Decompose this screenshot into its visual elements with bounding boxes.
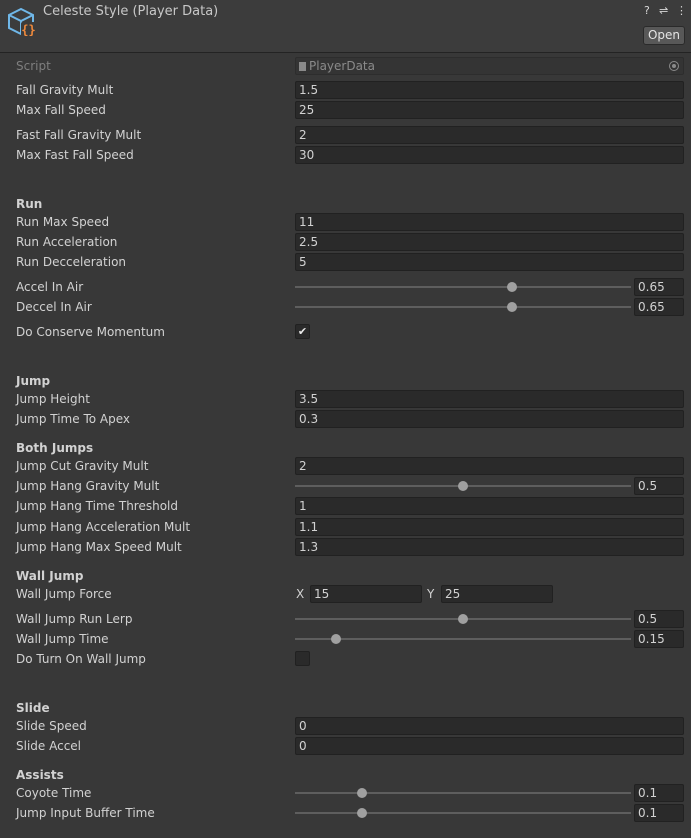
max-fall-speed-input[interactable]: 25 — [295, 101, 684, 119]
slide-speed-input[interactable]: 0 — [295, 717, 684, 735]
jump-input-buffer-time-slider-track[interactable] — [295, 812, 631, 814]
do-turn-on-wall-jump-checkbox[interactable] — [295, 651, 310, 666]
field-label: Run Decceleration — [16, 255, 127, 269]
field-label: Max Fast Fall Speed — [16, 148, 134, 162]
jump-cut-gravity-mult-input[interactable]: 2 — [295, 457, 684, 475]
script-row — [0, 57, 691, 77]
run-decceleration-row — [0, 253, 691, 273]
field-label: Do Turn On Wall Jump — [16, 652, 146, 666]
script-file-icon — [299, 62, 306, 71]
slide-accel-row — [0, 737, 691, 757]
field-label: Jump Time To Apex — [16, 412, 130, 426]
fall-gravity-mult-input[interactable]: 1.5 — [295, 81, 684, 99]
field-label: Coyote Time — [16, 786, 92, 800]
run-acceleration-input[interactable]: 2.5 — [295, 233, 684, 251]
field-label: Max Fall Speed — [16, 103, 106, 117]
coyote-time-slider-handle[interactable] — [357, 788, 367, 798]
script-value: PlayerData — [309, 59, 375, 73]
jump-height-input[interactable]: 3.5 — [295, 390, 684, 408]
jump-hang-gravity-mult-input[interactable]: 0.5 — [634, 477, 684, 495]
open-button[interactable]: Open — [643, 26, 685, 45]
field-label: Wall Jump Run Lerp — [16, 612, 133, 626]
run-max-speed-row — [0, 213, 691, 233]
field-label: Jump Hang Acceleration Mult — [16, 520, 191, 534]
coyote-time-slider-track[interactable] — [295, 792, 631, 794]
field-label: Jump Hang Max Speed Mult — [16, 540, 182, 554]
object-picker-icon[interactable] — [669, 61, 679, 71]
accel-in-air-row — [0, 278, 691, 298]
accel-in-air-slider-track[interactable] — [295, 286, 631, 288]
inspector-header — [0, 0, 691, 53]
do-turn-on-wall-jump-row — [0, 650, 691, 670]
do-conserve-momentum-checkbox[interactable]: ✔ — [295, 324, 310, 339]
do-conserve-momentum-row — [0, 323, 691, 343]
max-fall-speed-row — [0, 101, 691, 121]
field-label: Do Conserve Momentum — [16, 325, 165, 339]
deccel-in-air-slider-handle[interactable] — [507, 302, 517, 312]
script-label: Script — [16, 59, 51, 73]
field-label: Jump Hang Gravity Mult — [16, 479, 160, 493]
jump-cut-gravity-mult-row — [0, 457, 691, 477]
jump-input-buffer-time-row — [0, 804, 691, 824]
field-label: Fall Gravity Mult — [16, 83, 114, 97]
field-label: Run Acceleration — [16, 235, 118, 249]
wall-jump-time-slider-track[interactable] — [295, 638, 631, 640]
wall-jump-time-slider-handle[interactable] — [331, 634, 341, 644]
fall-gravity-mult-row — [0, 81, 691, 101]
section-header-assists: Assists — [16, 768, 64, 782]
wall-jump-force-x-input[interactable]: 15 — [310, 585, 422, 603]
scriptable-object-icon — [5, 6, 37, 38]
jump-hang-time-threshold-input[interactable]: 1 — [295, 497, 684, 515]
field-label: Jump Height — [16, 392, 90, 406]
script-object-field[interactable] — [295, 57, 684, 75]
wall-jump-run-lerp-input[interactable]: 0.5 — [634, 610, 684, 628]
section-header-run: Run — [16, 197, 43, 211]
jump-hang-max-speed-mult-row — [0, 538, 691, 558]
wall-jump-run-lerp-slider-handle[interactable] — [458, 614, 468, 624]
accel-in-air-slider-handle[interactable] — [507, 282, 517, 292]
field-label: Slide Accel — [16, 739, 82, 753]
max-fast-fall-speed-row — [0, 146, 691, 166]
section-header-jump: Jump — [16, 374, 51, 388]
max-fast-fall-speed-input[interactable]: 30 — [295, 146, 684, 164]
jump-hang-max-speed-mult-input[interactable]: 1.3 — [295, 538, 684, 556]
field-label: Fast Fall Gravity Mult — [16, 128, 142, 142]
jump-hang-gravity-mult-row — [0, 477, 691, 497]
wall-jump-force-row — [0, 585, 691, 605]
inspector-title: Celeste Style (Player Data) — [43, 4, 219, 19]
field-label: Jump Cut Gravity Mult — [16, 459, 149, 473]
deccel-in-air-slider-track[interactable] — [295, 306, 631, 308]
svg-text:{}: {} — [21, 23, 36, 37]
fast-fall-gravity-mult-input[interactable]: 2 — [295, 126, 684, 144]
field-label: Wall Jump Force — [16, 587, 112, 601]
run-max-speed-input[interactable]: 11 — [295, 213, 684, 231]
field-label: Deccel In Air — [16, 300, 92, 314]
jump-hang-acceleration-mult-row — [0, 518, 691, 538]
coyote-time-row — [0, 784, 691, 804]
field-label: Wall Jump Time — [16, 632, 109, 646]
jump-hang-gravity-mult-slider-handle[interactable] — [458, 481, 468, 491]
field-label: Jump Input Buffer Time — [16, 806, 155, 820]
fast-fall-gravity-mult-row — [0, 126, 691, 146]
wall-jump-time-input[interactable]: 0.15 — [634, 630, 684, 648]
presets-icon[interactable]: ⇌ — [659, 4, 669, 17]
run-decceleration-input[interactable]: 5 — [295, 253, 684, 271]
section-header-wall-jump: Wall Jump — [16, 569, 84, 583]
wall-jump-time-row — [0, 630, 691, 650]
slide-speed-row — [0, 717, 691, 737]
section-header-both-jumps: Both Jumps — [16, 441, 94, 455]
kebab-menu-icon[interactable]: ⋮ — [676, 4, 687, 17]
vector-y-label: Y — [427, 587, 435, 601]
jump-hang-time-threshold-row — [0, 497, 691, 517]
field-label: Jump Hang Time Threshold — [16, 499, 178, 513]
jump-time-to-apex-input[interactable]: 0.3 — [295, 410, 684, 428]
coyote-time-input[interactable]: 0.1 — [634, 784, 684, 802]
field-label: Accel In Air — [16, 280, 84, 294]
section-header-slide: Slide — [16, 701, 50, 715]
jump-input-buffer-time-input[interactable]: 0.1 — [634, 804, 684, 822]
field-label: Run Max Speed — [16, 215, 110, 229]
jump-height-row — [0, 390, 691, 410]
wall-jump-force-y-input[interactable]: 25 — [441, 585, 553, 603]
jump-time-to-apex-row — [0, 410, 691, 430]
run-acceleration-row — [0, 233, 691, 253]
jump-hang-acceleration-mult-input[interactable]: 1.1 — [295, 518, 684, 536]
deccel-in-air-input[interactable]: 0.65 — [634, 298, 684, 316]
jump-input-buffer-time-slider-handle[interactable] — [357, 808, 367, 818]
deccel-in-air-row — [0, 298, 691, 318]
vector-x-label: X — [296, 587, 305, 601]
slide-accel-input[interactable]: 0 — [295, 737, 684, 755]
wall-jump-run-lerp-row — [0, 610, 691, 630]
field-label: Slide Speed — [16, 719, 87, 733]
help-icon[interactable]: ? — [644, 4, 650, 17]
accel-in-air-input[interactable]: 0.65 — [634, 278, 684, 296]
